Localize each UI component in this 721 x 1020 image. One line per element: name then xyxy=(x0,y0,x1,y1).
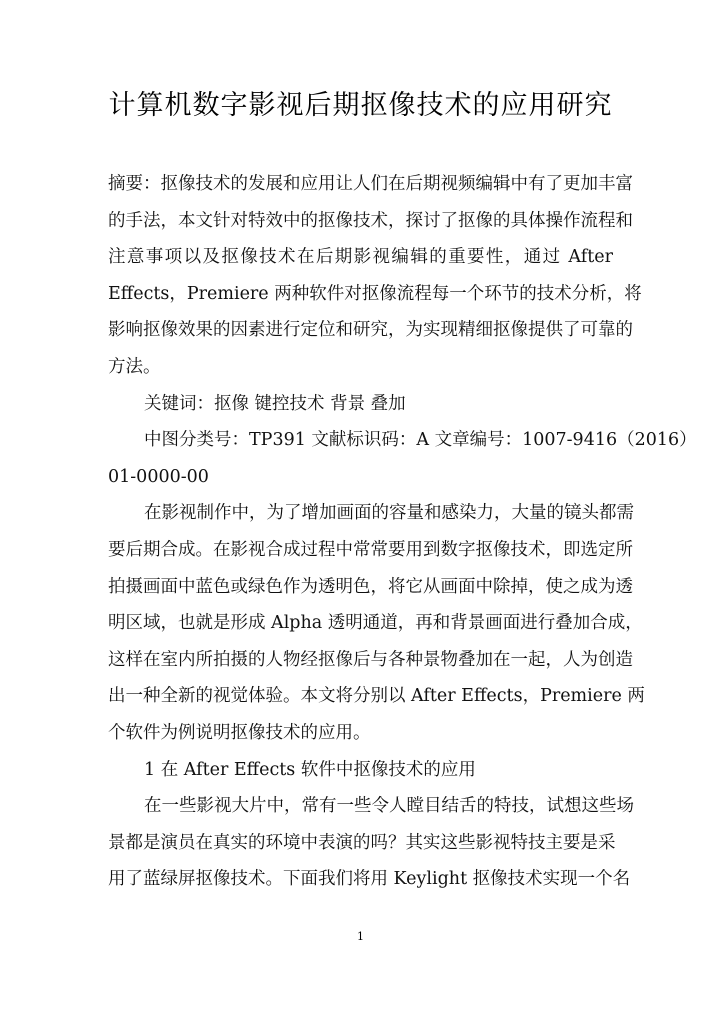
classification-line: 中图分类号：TP391 文献标识码：A 文章编号：1007-9416（2016） xyxy=(144,430,697,451)
intro-line-2: 要后期合成。在影视合成过程中常常要用到数字抠像技术，即选定所 xyxy=(108,539,633,560)
section-heading-1: 1 在 After Effects 软件中抠像技术的应用 xyxy=(144,759,476,780)
abstract-line-5: 影响抠像效果的因素进行定位和研究，为实现精细抠像提供了可靠的 xyxy=(108,320,633,341)
intro-line-7: 个软件为例说明抠像技术的应用。 xyxy=(108,722,371,743)
intro-line-5: 这样在室内所拍摄的人物经抠像后与各种景物叠加在一起，人为创造 xyxy=(108,649,633,670)
keywords-line: 关键词：抠像 键控技术 背景 叠加 xyxy=(144,393,406,414)
abstract-line-2: 的手法，本文针对特效中的抠像技术，探讨了抠像的具体操作流程和 xyxy=(108,210,633,231)
abstract-line-4: Effects，Premiere 两种软件对抠像流程每一个环节的技术分析，将 xyxy=(108,283,642,304)
classification-line-cont: 01-0000-00 xyxy=(108,466,209,487)
document-body xyxy=(108,169,697,901)
section1-line-2: 景都是演员在真实的环境中表演的吗？其实这些影视特技主要是采 xyxy=(108,832,616,853)
intro-line-1: 在影视制作中，为了增加画面的容量和感染力，大量的镜头都需 xyxy=(144,503,634,524)
section1-line-1: 在一些影视大片中，常有一些令人瞠目结舌的特技，试想这些场 xyxy=(144,796,634,817)
page-number: 1 xyxy=(357,930,364,943)
abstract-line-6: 方法。 xyxy=(108,356,161,377)
section1-line-3: 用了蓝绿屏抠像技术。下面我们将用 Keylight 抠像技术实现一个名 xyxy=(108,869,631,890)
document-title: 计算机数字影视后期抠像技术的应用研究 xyxy=(108,90,613,121)
intro-line-6: 出一种全新的视觉体验。本文将分别以 After Effects，Premiere 两 xyxy=(108,686,645,707)
abstract-line-1: 摘要：抠像技术的发展和应用让人们在后期视频编辑中有了更加丰富 xyxy=(108,174,633,194)
intro-line-3: 拍摄画面中蓝色或绿色作为透明色，将它从画面中除掉，使之成为透 xyxy=(108,576,633,597)
abstract-line-3: 注意事项以及抠像技术在后期影视编辑的重要性，通过 After xyxy=(108,247,613,268)
intro-line-4: 明区域，也就是形成 Alpha 透明通道，再和背景画面进行叠加合成， xyxy=(108,613,643,634)
